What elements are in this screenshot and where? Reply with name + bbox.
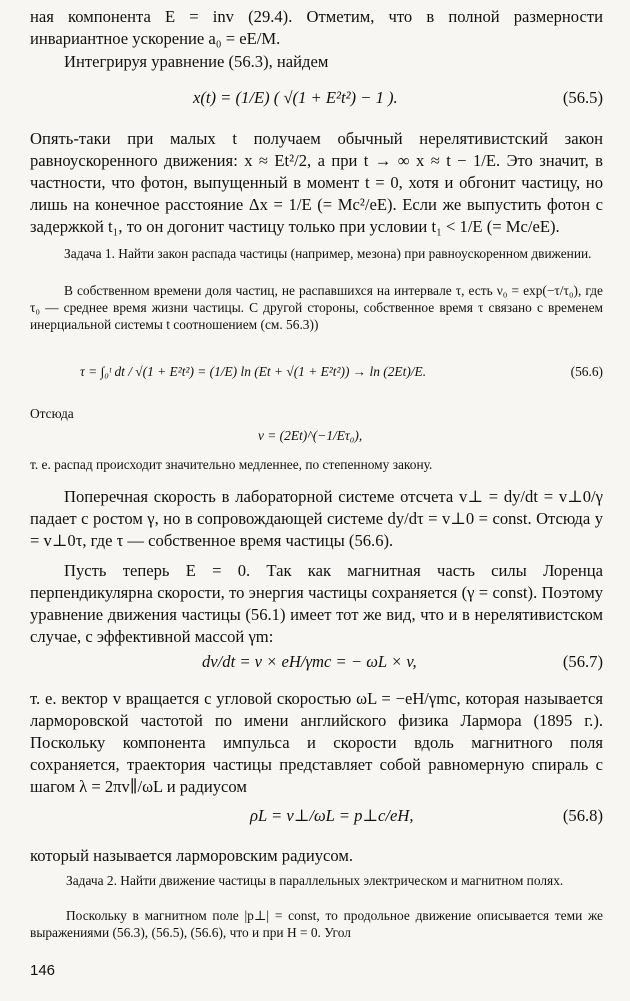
equation-formula: dv/dt = v × eH/γmc = − ωL × v, — [202, 652, 417, 671]
equation-number: (56.5) — [562, 88, 603, 107]
equation-56-6 — [30, 364, 603, 394]
equation-number: (56.7) — [562, 652, 603, 671]
paragraph-intro: ная компонента E = inv (29.4). Отметим, что в полной размерности инвариантное ускорение a₀ = eE/M. — [30, 7, 603, 48]
paragraph-E0: Пусть теперь E = 0. Так как магнитная часть силы Лоренца перпендикулярна скорости, то энергия частицы сохраняется (γ = const). Поэтому уравнение движения частицы (56.1) имеет тот же вид, что и в нерелятивистском случае, с эффективной массой γm: — [30, 561, 603, 646]
paragraph-larmor: т. е. вектор v вращается с угловой скоростью ωL = −eH/γmc, которая называется ларморовской частотой по имени английского физика Лармора (1895 г.). Поскольку компонента импульса и скорости вдоль магнитного поля сохраняется, траектория частицы представляет собой равномерную спираль с шагом λ = 2πv∥/ωL и радиусом — [30, 689, 603, 796]
paragraph-transverse: Поперечная скорость в лабораторной системе отсчета v⊥ = dy/dt = v⊥0/γ падает с ростом γ, но в сопровождающей системе dy/dτ = v⊥0 = const. Отсюда y = v⊥0τ, где τ — собственное время частицы (56.6). — [30, 487, 603, 550]
task1-title: Задача 1. Найти закон распада частицы (например, мезона) при равноускоренном движении. — [64, 246, 592, 261]
equation-formula: ν = (2Et)^(−1/Eτ₀), — [258, 428, 363, 443]
task1-text: В собственном времени доля частиц, не распавшихся на интервале τ, есть ν₀ = exp(−τ/τ₀), где τ₀ — среднее время жизни частицы. С другой стороны, собственное время τ связано с временем инерциальной системы t соотношением (см. 56.3)) — [30, 283, 603, 333]
label-otsyuda: Отсюда — [30, 406, 74, 421]
equation-formula: ρL = v⊥/ωL = p⊥c/eH, — [250, 806, 414, 825]
equation-nu — [30, 428, 603, 458]
equation-56-7 — [30, 652, 603, 682]
paragraph-integrate: Интегрируя уравнение (56.3), найдем — [64, 52, 329, 71]
equation-56-5 — [30, 88, 603, 118]
paragraph-radius: который называется ларморовским радиусом. — [30, 846, 354, 865]
equation-56-8 — [30, 806, 603, 836]
equation-number: (56.8) — [562, 806, 603, 825]
equation-formula: x(t) = (1/E) ( √(1 + E²t²) − 1 ). — [193, 88, 398, 107]
paragraph-decay: т. е. распад происходит значительно медленнее, по степенному закону. — [30, 457, 433, 472]
task2-text: Поскольку в магнитном поле |p⊥| = const, то продольное движение описывается теми же выражениями (56.3), (56.5), (56.6), что и при H = 0. Угол — [30, 908, 603, 941]
equation-formula: τ = ∫₀ᵗ dt / √(1 + E²t²) = (1/E) ln (Et + √(1 + E²t²)) → ln (2Et)/E. — [80, 364, 427, 379]
paragraph-small-t: Опять-таки при малых t получаем обычный нерелятивистский закон равноускоренного движения: x ≈ Et²/2, а при t → ∞ x ≈ t − 1/E. Это значит, в частности, что фотон, выпущенный в момент t = 0, хотя и обгонит частицу, но лишь на конечное расстояние Δx = 1/E (= Mc²/eE). Если же выпустить фотон с задержкой t₁, то он догонит частицу только при условии t₁ < 1/E (= Mc/eE). — [30, 129, 603, 236]
equation-number: (56.6) — [570, 364, 603, 379]
task2-title: Задача 2. Найти движение частицы в параллельных электрическом и магнитном полях. — [66, 873, 564, 888]
page-number: 146 — [30, 962, 56, 979]
